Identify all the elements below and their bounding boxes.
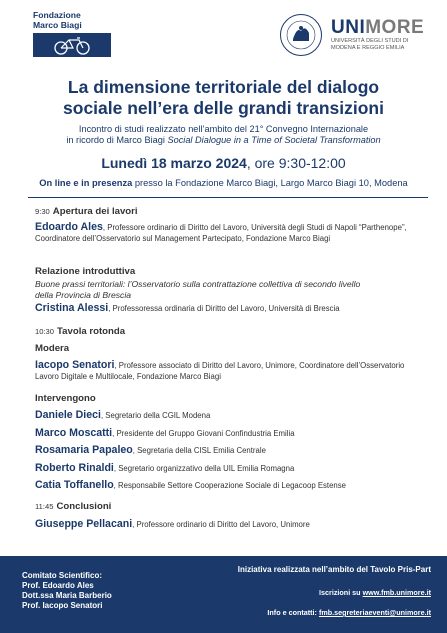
section-intro: Relazione introduttiva [35,266,136,277]
list-item: Catia Toffanello, Responsabile Settore Cooperazione Sociale di Legacoop Estense [35,479,346,491]
speaker-senatori: Iacopo Senatori, Professore associato di Diritto del Lavoro, Unimore, Coordinatore dell’Osservatorio Lavoro Digitale e Multilocale, Fondazione Marco Biagi [35,359,405,381]
fmb-logo-line1: Fondazione [33,10,81,20]
scientific-committee: Comitato Scientifico: Prof. Edoardo Ales Dott.ssa Maria Barberio Prof. Iacopo Senatori [22,571,112,610]
event-subtitle: Incontro di studi realizzato nell’ambito del 21° Convegno Internazionale in ricordo di Marco Biagi Social Dialogue in a Time of Societal Transformation [66,124,381,145]
speaker-pellacani: Giuseppe Pellacani, Professore ordinario di Diritto del Lavoro, Unimore [35,518,310,530]
fmb-logo-line2: Marco Biagi [33,20,82,30]
list-item: Marco Moscatti, Presidente del Gruppo Giovani Confindustria Emilia [35,426,295,439]
speaker-ales: Edoardo Ales, Professore ordinario di Diritto del Lavoro, Università degli Studi di Napoli “Parthenope”, Coordinatore dell’Osservatorio sul Management Partecipato, Fondazione Marco Biagi [35,221,407,243]
section-opening: 9:30 Apertura dei lavori [35,206,138,217]
intro-talk-title: Buone prassi territoriali: l’Osservatorio sulla contrattazione collettiva di secondo livello della Provincia di Brescia [35,279,361,300]
event-date: Lunedì 18 marzo 2024, ore 9:30-12:00 [101,155,346,171]
contact-email-link[interactable]: fmb.segreteriaeventi@unimore.it [318,608,431,617]
speakers-label: Intervengono [35,393,96,404]
list-item: Rosamaria Papaleo, Segretaria della CISL Emilia Centrale [35,444,266,456]
list-item: Daniele Dieci, Segretario della CGIL Modena [35,409,211,421]
speaker-alessi: Cristina Alessi, Professoressa ordinaria di Diritto del Lavoro, Università di Brescia [35,302,340,314]
divider [28,197,428,198]
section-roundtable: 10:30 Tavola rotonda [35,326,126,337]
page-title: La dimensione territoriale del dialogo sociale nell’era delle grandi transizioni [63,77,384,118]
university-seal-icon [279,13,323,57]
list-item: Roberto Rinaldi, Segretario organizzativo della UIL Emilia Romagna [35,461,295,474]
unimore-subtitle: UNIVERSITÀ DEGLI STUDI DI MODENA E REGGIO EMILIA [331,38,409,51]
initiative-note: Iniziativa realizzata nell’ambito del Tavolo Pris-Part [237,565,431,574]
signup-link[interactable]: www.fmb.unimore.it [362,588,431,597]
signup-line: Iscrizioni su www.fmb.unimore.it [319,588,431,597]
fmb-logo [33,10,111,58]
unimore-wordmark: UNIMORE [331,17,425,38]
event-venue: On line e in presenza presso la Fondazione Marco Biagi, Largo Marco Biagi 10, Modena [39,178,408,188]
bicycle-icon [33,33,111,57]
contact-line: Info e contatti: fmb.segreteriaeventi@unimore.it [267,608,431,617]
speaker-list [35,410,420,498]
moderator-label: Modera [35,343,70,354]
section-conclusions: 11:45 Conclusioni [35,501,112,512]
